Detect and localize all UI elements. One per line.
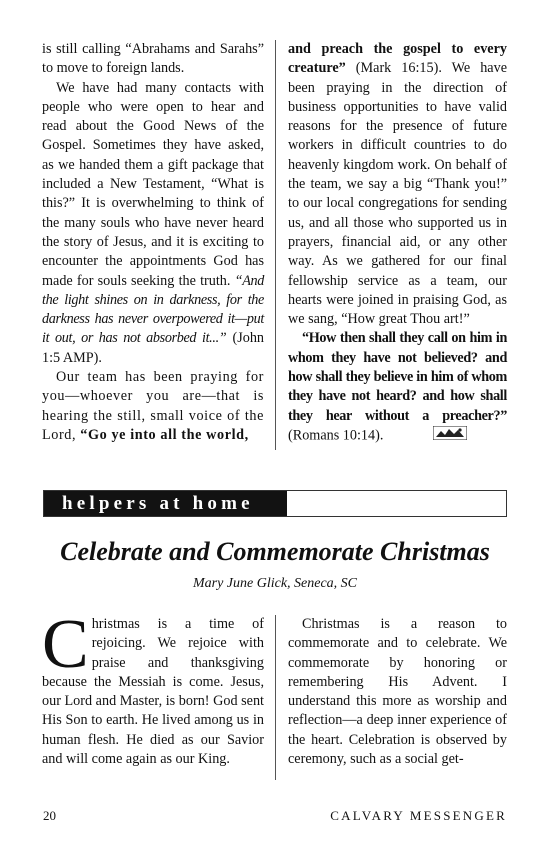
paragraph-text: (Mark 16:15). We have been praying in the direction of business opportunities to have valid reasons for the presence of future workers in difficult countries to do heavenly kingdom work. On behalf of the team, we say a big “Thank you!” to our local congregations for sending us, and all those who supported us in prayers, financial aid, or any other way. As we gathered for our final fellowship service as a team, our hearts were joined in praising God, as we sang, “How great Thou art!” — [288, 60, 507, 328]
article-left-column — [42, 606, 264, 769]
column-divider — [275, 40, 276, 450]
scripture-reference: (Romans 10:14). — [288, 427, 384, 444]
scripture-quote: “Go ye into all the world, — [80, 426, 249, 443]
scripture-reference: (John 1:5 AMP). — [42, 330, 265, 366]
scripture-quote: and preach the gospel to every creature” — [288, 41, 507, 77]
paragraph — [42, 79, 264, 368]
paragraph — [42, 368, 264, 445]
paragraph — [288, 40, 507, 329]
scripture-quote: “And the light shines on in darkness, for the darkness has never overpowered it—put it out, or has not absorbed it...” — [42, 272, 265, 347]
end-mark-icon — [419, 426, 467, 446]
section-label: helpers at home — [44, 491, 287, 516]
paragraph-text: hristmas is a time of rejoicing. We rejoice with praise and thanksgiving because the Messiah is come. Jesus, our Lord and Master, is born! God sent His Son to earth. He lived among us in human flesh. He died as our Savior and will come again as our King. — [42, 616, 264, 768]
column-divider — [275, 615, 276, 780]
publication-title: CALVARY MESSENGER — [330, 808, 507, 823]
paragraph: is still calling “Abrahams and Sarahs” to move to foreign lands. — [42, 41, 264, 77]
section-banner — [43, 490, 507, 517]
paragraph: Christmas is a reason to commemorate and to celebrate. We commemorate by honoring or remembering His Advent. I understand this more as worship and reflection—a deep inner experience of the heart. Celebration is observed by ceremony, such as a social get- — [288, 616, 507, 768]
drop-cap: C — [42, 606, 89, 683]
paragraph — [42, 606, 264, 769]
paragraph-text: We have had many contacts with people who were open to hear and read about the Good News of the Gospel. Sometimes they have asked, as we handed them a gift package that included a New Testament, “What is this?” It is overwhelming to think of the many souls who have never heard the story of Jesus, and it is exciting to encounter the appointments God has made for souls seeking the truth. — [42, 79, 264, 289]
article-byline: Mary June Glick, Seneca, SC — [192, 576, 358, 591]
article-title: Celebrate and Commemorate Christmas — [60, 537, 490, 566]
article-right-column — [288, 615, 507, 769]
top-left-column — [42, 40, 264, 445]
paragraph — [288, 329, 507, 446]
page-number: 20 — [43, 808, 56, 823]
paragraph-text: Our team has been praying for you—whoever you are—that is hearing the still, small voice of the Lord, — [42, 369, 264, 443]
top-right-column — [288, 40, 507, 446]
scripture-quote: “How then shall they call on him in whom they have not believed? and how shall they believe in him of whom they have not heard? and how shall they hear without a preacher?” — [288, 330, 507, 424]
